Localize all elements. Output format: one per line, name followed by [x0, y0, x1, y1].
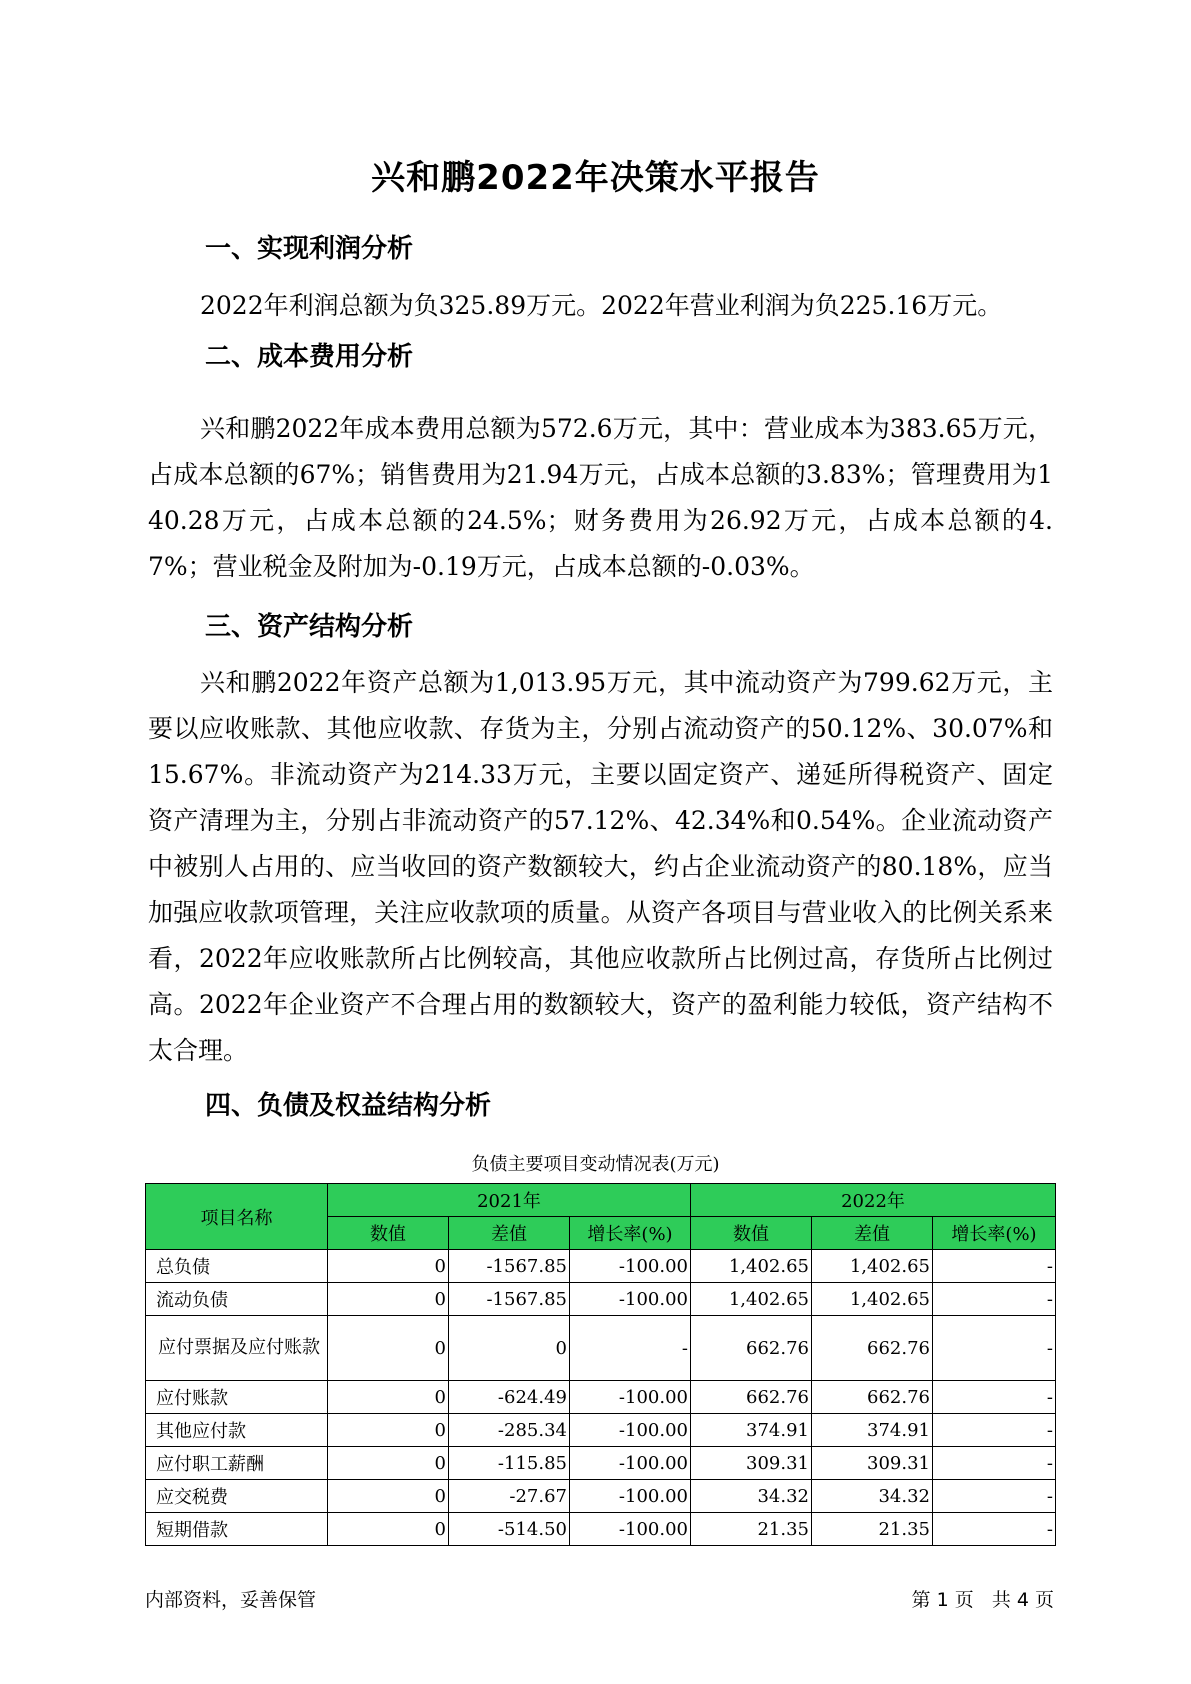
header-year-2022: 2022年	[691, 1184, 1056, 1217]
table-row	[146, 1381, 1056, 1414]
growth-2021: -	[570, 1316, 691, 1381]
value-2021: 0	[328, 1381, 449, 1414]
row-name: 总负债	[146, 1250, 328, 1283]
section-heading-liabilities: 四、负债及权益结构分析	[205, 1091, 492, 1121]
table-row	[146, 1513, 1056, 1546]
diff-2021: 0	[449, 1316, 570, 1381]
table-row	[146, 1447, 1056, 1480]
growth-2021: -100.00	[570, 1250, 691, 1283]
footer-page-number: 第 1 页 共 4 页	[911, 1589, 1054, 1611]
growth-2022: -	[933, 1414, 1056, 1447]
liabilities-table	[145, 1183, 1056, 1546]
cost-paragraph: 兴和鹏2022年成本费用总额为572.6万元，其中：营业成本为383.65万元，占成本总额的67%；销售费用为21.94万元，占成本总额的3.83%；管理费用为140.28万元，占成本总额的24.5%；财务费用为26.92万元，占成本总额的4.7%；营业税金及附加为-0.19万元，占成本总额的-0.03%。	[148, 414, 1053, 581]
growth-2021: -100.00	[570, 1283, 691, 1316]
page-title: 兴和鹏2022年决策水平报告	[371, 158, 820, 198]
growth-2022: -	[933, 1480, 1056, 1513]
value-2021: 0	[328, 1480, 449, 1513]
diff-2021: -514.50	[449, 1513, 570, 1546]
value-2022: 662.76	[691, 1316, 812, 1381]
header-growth-2021: 增长率(%)	[570, 1217, 691, 1250]
header-item-name: 项目名称	[146, 1184, 328, 1250]
table-row	[146, 1316, 1056, 1381]
diff-2021: -285.34	[449, 1414, 570, 1447]
growth-2021: -100.00	[570, 1447, 691, 1480]
table-row	[146, 1480, 1056, 1513]
value-2021: 0	[328, 1316, 449, 1381]
diff-2022: 1,402.65	[812, 1250, 933, 1283]
growth-2022: -	[933, 1283, 1056, 1316]
header-diff-2021: 差值	[449, 1217, 570, 1250]
header-year-2021: 2021年	[328, 1184, 691, 1217]
row-name: 应交税费	[146, 1480, 328, 1513]
diff-2022: 21.35	[812, 1513, 933, 1546]
row-name: 应付票据及应付账款	[146, 1316, 328, 1381]
table-row	[146, 1283, 1056, 1316]
value-2022: 374.91	[691, 1414, 812, 1447]
growth-2021: -100.00	[570, 1513, 691, 1546]
value-2022: 309.31	[691, 1447, 812, 1480]
row-name: 应付职工薪酬	[146, 1447, 328, 1480]
section-heading-profit: 一、实现利润分析	[205, 234, 414, 264]
header-diff-2022: 差值	[812, 1217, 933, 1250]
diff-2022: 662.76	[812, 1381, 933, 1414]
diff-2022: 34.32	[812, 1480, 933, 1513]
value-2022: 1,402.65	[691, 1283, 812, 1316]
growth-2022: -	[933, 1447, 1056, 1480]
value-2021: 0	[328, 1283, 449, 1316]
table-caption: 负债主要项目变动情况表(万元)	[471, 1154, 720, 1175]
growth-2022: -	[933, 1316, 1056, 1381]
row-name: 短期借款	[146, 1513, 328, 1546]
growth-2021: -100.00	[570, 1480, 691, 1513]
section-heading-assets: 三、资产结构分析	[205, 612, 414, 642]
value-2022: 1,402.65	[691, 1250, 812, 1283]
growth-2022: -	[933, 1513, 1056, 1546]
diff-2022: 1,402.65	[812, 1283, 933, 1316]
diff-2021: -1567.85	[449, 1283, 570, 1316]
value-2021: 0	[328, 1250, 449, 1283]
table-row	[146, 1414, 1056, 1447]
growth-2022: -	[933, 1250, 1056, 1283]
value-2022: 34.32	[691, 1480, 812, 1513]
diff-2022: 662.76	[812, 1316, 933, 1381]
header-value-2022: 数值	[691, 1217, 812, 1250]
diff-2021: -1567.85	[449, 1250, 570, 1283]
row-name: 应付账款	[146, 1381, 328, 1414]
profit-paragraph: 2022年利润总额为负325.89万元。2022年营业利润为负225.16万元。	[200, 291, 1003, 320]
value-2022: 21.35	[691, 1513, 812, 1546]
value-2021: 0	[328, 1414, 449, 1447]
row-name: 其他应付款	[146, 1414, 328, 1447]
diff-2022: 309.31	[812, 1447, 933, 1480]
table-row	[146, 1250, 1056, 1283]
section-heading-cost: 二、成本费用分析	[205, 342, 414, 372]
header-growth-2022: 增长率(%)	[933, 1217, 1056, 1250]
diff-2022: 374.91	[812, 1414, 933, 1447]
diff-2021: -624.49	[449, 1381, 570, 1414]
value-2021: 0	[328, 1513, 449, 1546]
diff-2021: -115.85	[449, 1447, 570, 1480]
value-2022: 662.76	[691, 1381, 812, 1414]
header-value-2021: 数值	[328, 1217, 449, 1250]
diff-2021: -27.67	[449, 1480, 570, 1513]
footer-confidential-note: 内部资料，妥善保管	[145, 1589, 317, 1611]
growth-2021: -100.00	[570, 1414, 691, 1447]
growth-2021: -100.00	[570, 1381, 691, 1414]
value-2021: 0	[328, 1447, 449, 1480]
growth-2022: -	[933, 1381, 1056, 1414]
row-name: 流动负债	[146, 1283, 328, 1316]
assets-paragraph: 兴和鹏2022年资产总额为1,013.95万元，其中流动资产为799.62万元，主要以应收账款、其他应收款、存货为主，分别占流动资产的50.12%、30.07%和15.67%。非流动资产为214.33万元，主要以固定资产、递延所得税资产、固定资产清理为主，分别占非流动资产的57.12%、42.34%和0.54%。企业流动资产中被别人占用的、应当收回的资产数额较大，约占企业流动资产的80.18%，应当加强应收款项管理，关注应收款项的质量。从资产各项目与营业收入的比例关系来看，2022年应收账款所占比例较高，其他应收款所占比例过高，存货所占比例过高。2022年企业资产不合理占用的数额较大，资产的盈利能力较低，资产结构不太合理。	[148, 668, 1053, 1065]
